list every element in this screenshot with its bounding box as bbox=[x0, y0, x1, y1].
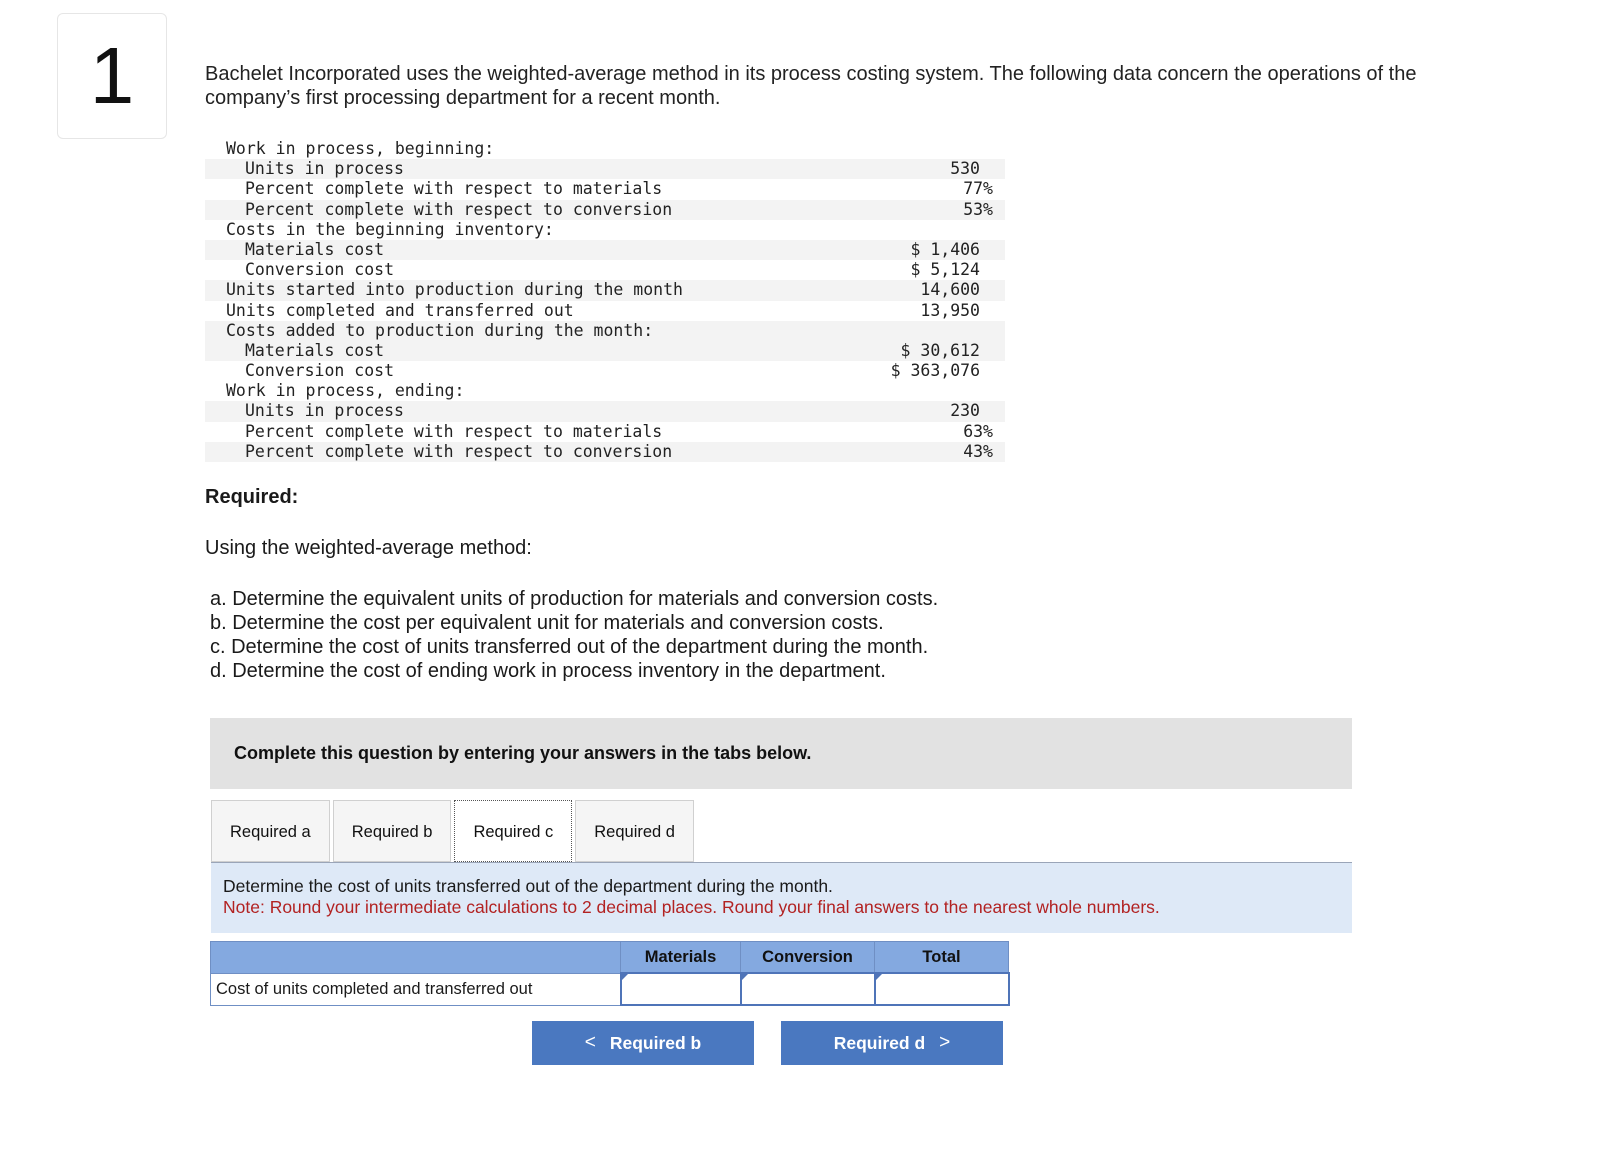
chevron-right-icon: > bbox=[939, 1032, 951, 1053]
flag-icon bbox=[742, 974, 748, 980]
data-row-label: Units in process bbox=[245, 401, 404, 421]
instruction-panel bbox=[211, 863, 1352, 933]
data-row-value: 13,950 bbox=[920, 300, 980, 320]
using-text: Using the weighted-average method: bbox=[205, 537, 532, 559]
data-row-label: Conversion cost bbox=[245, 361, 395, 381]
data-row bbox=[205, 159, 1005, 179]
tab-bar bbox=[211, 800, 697, 863]
next-button-label: Required d bbox=[833, 1032, 926, 1053]
data-row bbox=[205, 139, 1005, 159]
data-row bbox=[205, 321, 1005, 341]
required-heading: Required: bbox=[205, 486, 299, 508]
materials-input[interactable] bbox=[622, 974, 740, 1004]
answer-header-row bbox=[211, 942, 1009, 974]
prev-required-b-button[interactable] bbox=[532, 1021, 754, 1065]
header-total: Total bbox=[875, 942, 1009, 974]
header-blank bbox=[211, 942, 621, 974]
rounding-note: Note: Round your intermediate calculations to 2 decimal places. Round your final answers to the nearest whole numbers. bbox=[223, 897, 1160, 917]
data-row-label: Percent complete with respect to materials bbox=[245, 179, 663, 199]
data-row bbox=[205, 442, 1005, 462]
task-list bbox=[210, 587, 938, 683]
data-row-label: Conversion cost bbox=[245, 260, 395, 280]
flag-icon bbox=[876, 974, 882, 980]
instruction-text: Determine the cost of units transferred out of the department during the month. bbox=[223, 876, 833, 896]
data-row bbox=[205, 260, 1005, 280]
data-row-value: 43% bbox=[963, 441, 993, 461]
tab-required-a[interactable]: Required a bbox=[211, 800, 330, 862]
data-row-label: Percent complete with respect to conversion bbox=[245, 199, 673, 219]
task-a: a. Determine the equivalent units of production for materials and conversion costs. bbox=[210, 588, 939, 610]
intro-text: Bachelet Incorporated uses the weighted-average method in its process costing system. The following data concern the operations of the company’s first processing department for a recent month. bbox=[205, 63, 1417, 109]
data-row-value: 53% bbox=[963, 199, 993, 219]
data-row-label: Units in process bbox=[245, 159, 404, 179]
tab-required-c[interactable]: Required c bbox=[454, 800, 572, 862]
complete-prompt: Complete this question by entering your answers in the tabs below. bbox=[210, 718, 1352, 789]
conversion-input[interactable] bbox=[742, 974, 874, 1004]
data-row-value: 77% bbox=[963, 179, 993, 199]
tab-required-d[interactable]: Required d bbox=[575, 800, 694, 862]
data-row-label: Materials cost bbox=[245, 340, 385, 360]
data-row-label: Units completed and transferred out bbox=[226, 300, 574, 320]
data-row-label: Units started into production during the month bbox=[226, 280, 683, 300]
materials-cell bbox=[621, 973, 741, 1005]
data-row bbox=[205, 422, 1005, 442]
total-input[interactable] bbox=[876, 974, 1008, 1004]
data-row-value: 530 bbox=[950, 159, 980, 179]
data-row bbox=[205, 381, 1005, 401]
data-row-value: 63% bbox=[963, 421, 993, 441]
data-row-value: 230 bbox=[950, 401, 980, 421]
task-b: b. Determine the cost per equivalent unit for materials and conversion costs. bbox=[210, 612, 884, 634]
task-d: d. Determine the cost of ending work in process inventory in the department. bbox=[210, 660, 886, 682]
header-materials: Materials bbox=[621, 942, 741, 974]
data-row-value: $ 30,612 bbox=[900, 340, 980, 360]
data-row-value: $ 363,076 bbox=[890, 361, 980, 381]
header-conversion: Conversion bbox=[741, 942, 875, 974]
data-row bbox=[205, 220, 1005, 240]
data-row-label: Percent complete with respect to conversion bbox=[245, 441, 673, 461]
question-number: 1 bbox=[57, 13, 167, 139]
data-row-label: Work in process, ending: bbox=[226, 381, 465, 401]
chevron-left-icon: < bbox=[584, 1032, 596, 1053]
conversion-cell bbox=[741, 973, 875, 1005]
data-row-value: 14,600 bbox=[920, 280, 980, 300]
data-row-label: Costs in the beginning inventory: bbox=[226, 219, 554, 239]
data-row-label: Percent complete with respect to materials bbox=[245, 421, 663, 441]
flag-icon bbox=[622, 974, 628, 980]
next-required-d-button[interactable] bbox=[781, 1021, 1003, 1065]
row-label: Cost of units completed and transferred out bbox=[211, 973, 621, 1005]
data-row-value: $ 5,124 bbox=[910, 260, 980, 280]
data-row-label: Costs added to production during the month: bbox=[226, 320, 654, 340]
data-row bbox=[205, 301, 1005, 321]
data-row bbox=[205, 240, 1005, 260]
prev-button-label: Required b bbox=[609, 1032, 702, 1053]
data-row-label: Work in process, beginning: bbox=[226, 139, 495, 158]
data-row bbox=[205, 361, 1005, 381]
answer-table bbox=[210, 941, 1010, 1006]
data-row-label: Materials cost bbox=[245, 239, 385, 259]
task-c: c. Determine the cost of units transferred out of the department during the month. bbox=[210, 636, 929, 658]
data-table bbox=[205, 139, 1005, 462]
table-row bbox=[211, 973, 1009, 1005]
data-row bbox=[205, 401, 1005, 421]
data-row bbox=[205, 341, 1005, 361]
data-row-value: $ 1,406 bbox=[910, 239, 980, 259]
data-row bbox=[205, 179, 1005, 199]
data-row bbox=[205, 200, 1005, 220]
total-cell bbox=[875, 973, 1009, 1005]
tab-required-b[interactable]: Required b bbox=[333, 800, 452, 862]
data-row bbox=[205, 280, 1005, 300]
